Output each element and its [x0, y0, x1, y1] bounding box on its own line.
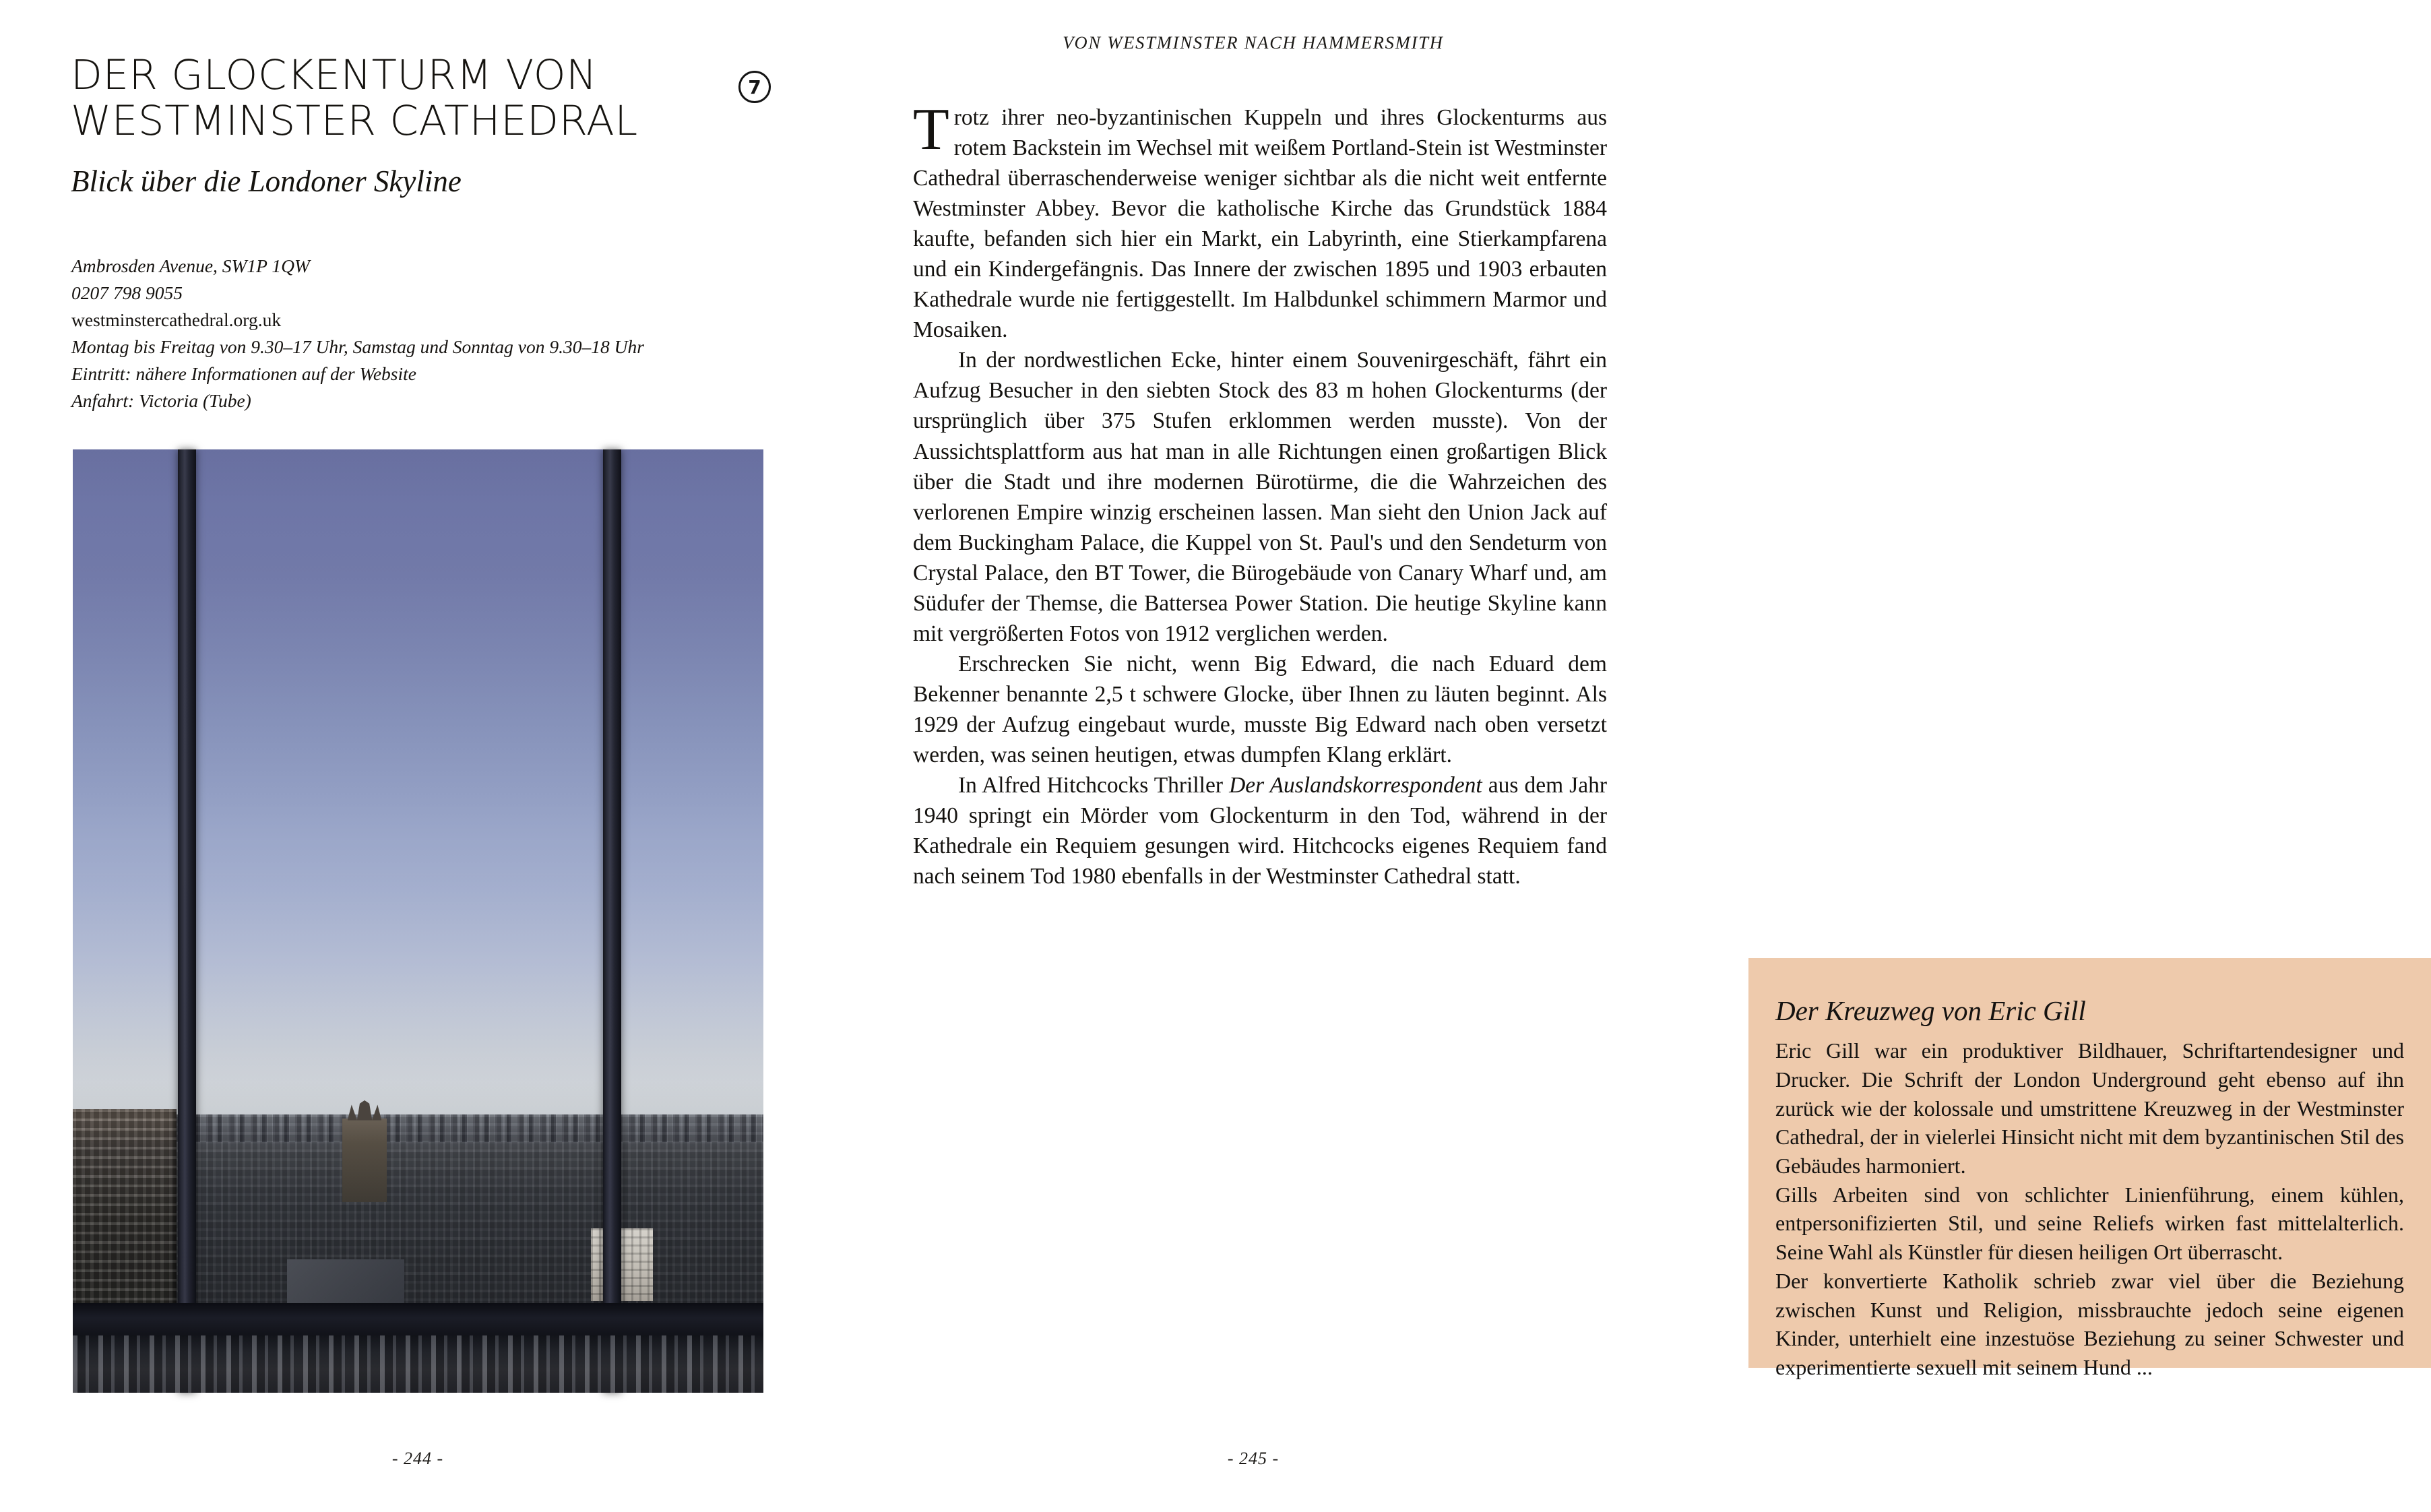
paragraph-3: Erschrecken Sie nicht, wenn Big Edward, die nach Eduard dem Bekenner benannte 2,5 t schwere Glocke, über Ihnen zu läuten beginnt. Als 1929 der Aufzug eingebaut wurde, musste Big Edward nach oben versetzt werden, was seinen heutigen, etwas dumpfen Klang erklärt.: [913, 651, 1607, 767]
info-transport: Anfahrt: Victoria (Tube): [71, 390, 251, 411]
info-admission: Eintritt: nähere Informationen auf der Website: [71, 363, 416, 384]
folio-right: - 245 -: [1227, 1449, 1280, 1468]
skyline-photo: [73, 449, 763, 1393]
info-address: Ambrosden Avenue, SW1P 1QW: [71, 255, 310, 276]
poi-number-badge: 7: [738, 71, 771, 103]
left-page: [0, 0, 835, 1512]
paragraph-2: In der nordwestlichen Ecke, hinter einem Souvenirgeschäft, fährt ein Aufzug Besucher in den siebten Stock des 83 m hohen Glockenturms (der ursprünglich über 375 Stufen erklommen werden musste). Von der Aussichtsplattform aus hat man in alle Richtungen einen großartigen Blick über die Stadt und ihre modernen Bürotürme, die die Wahrzeichen des verlorenen Empire winzig erscheinen lassen. Man sieht den Union Jack auf dem Buckingham Palace, die Kuppel von St. Paul's und den Sendeturm von Crystal Palace, den BT Tower, die Bürogebäude von Canary Wharf und, am Südufer der Themse, die Battersea Power Station. Die heutige Skyline kann mit vergrößerten Fotos von 1912 verglichen werden.: [913, 348, 1607, 646]
poi-heading-block: [71, 53, 677, 199]
page-subtitle: Blick über die Londoner Skyline: [71, 164, 462, 198]
sidebar-paragraph-1: Eric Gill war ein produktiver Bildhauer, Schriftartendesigner und Drucker. Die Schrift der London Underground geht ebenso auf ihn zurück wie der kolossale und umstrittene Kreuzweg in der Westminster Cathedral, der in vielerlei Hinsicht nicht mit dem byzantinischen Stil des Gebäudes harmoniert.: [1775, 1038, 2404, 1178]
sky-gradient: [73, 449, 763, 1119]
window-mullion-right: [603, 449, 621, 1393]
window-sill: [73, 1303, 763, 1335]
running-header: VON WESTMINSTER NACH HAMMERSMITH: [1063, 32, 1444, 53]
victoria-tower: [342, 1119, 387, 1202]
sidebar-paragraph-3: Der konvertierte Katholik schrieb zwar viel über die Beziehung zwischen Kunst und Religion, missbrauchte jedoch seine eigenen Kinder, unterhielt eine inzestuöse Beziehung zu seiner Schwester und experimentierte sexuell mit seinem Hund ...: [1775, 1268, 2404, 1380]
article-body: [913, 97, 1607, 891]
paragraph-4: [913, 770, 1607, 891]
sidebar-body: [1775, 1036, 2404, 1382]
film-title: Der Auslandskorrespondent: [1229, 773, 1482, 798]
p4-after: aus dem Jahr 1940 springt ein Mörder vom Glockenturm in den Tod, während in der Kathedrale ein Requiem gesungen wird. Hitchcocks eigenes Requiem fand nach seinem Tod 1980 ebenfalls in der Westminster Cathedral statt.: [913, 773, 1607, 889]
right-page: [835, 0, 2404, 1512]
window-mullion-left: [178, 449, 197, 1393]
info-phone: 0207 798 9055: [71, 282, 183, 303]
grey-office-block: [287, 1259, 404, 1306]
sidebar-box-eric-gill: [1748, 958, 2431, 1380]
visitor-info-block: [71, 253, 759, 414]
folio-left: - 244 -: [391, 1449, 444, 1468]
p4-before: In Alfred Hitchcocks Thriller: [958, 773, 1230, 798]
photo-content: [73, 449, 763, 1393]
info-hours: Montag bis Freitag von 9.30–17 Uhr, Samstag und Sonntag von 9.30–18 Uhr: [71, 336, 644, 357]
sidebar-paragraph-2: Gills Arbeiten sind von schlichter Linienführung, einem kühlen, entpersonifizierten Stil, und seine Reliefs wirken fast mittelalterlich. Seine Wahl als Künstler für diesen heiligen Ort überrascht.: [1775, 1182, 2404, 1265]
page-title: DER GLOCKENTURM VON WESTMINSTER CATHEDRAL: [71, 51, 638, 146]
sidebar-title: Der Kreuzweg von Eric Gill: [1775, 995, 2086, 1026]
rooftops-below-sill: [73, 1335, 763, 1393]
paragraph-1: Trotz ihrer neo-byzantinischen Kuppeln und ihres Glockenturms aus rotem Backstein im Wechsel mit weißem Portland-Stein ist Westminster Cathedral überraschenderweise weniger sichtbar als die nicht weit entfernte Westminster Abbey. Bevor die katholische Kirche das Grundstück 1884 kaufte, befanden sich hier ein Markt, ein Labyrinth, eine Stierkampfarena und ein Kindergefängnis. Das Innere der zwischen 1895 und 1903 erbauten Kathedrale wurde nie fertiggestellt. Im Halbdunkel schimmern Marmor und Mosaiken.: [913, 97, 1607, 343]
info-website[interactable]: westminstercathedral.org.uk: [71, 309, 282, 330]
white-building: [591, 1228, 653, 1300]
